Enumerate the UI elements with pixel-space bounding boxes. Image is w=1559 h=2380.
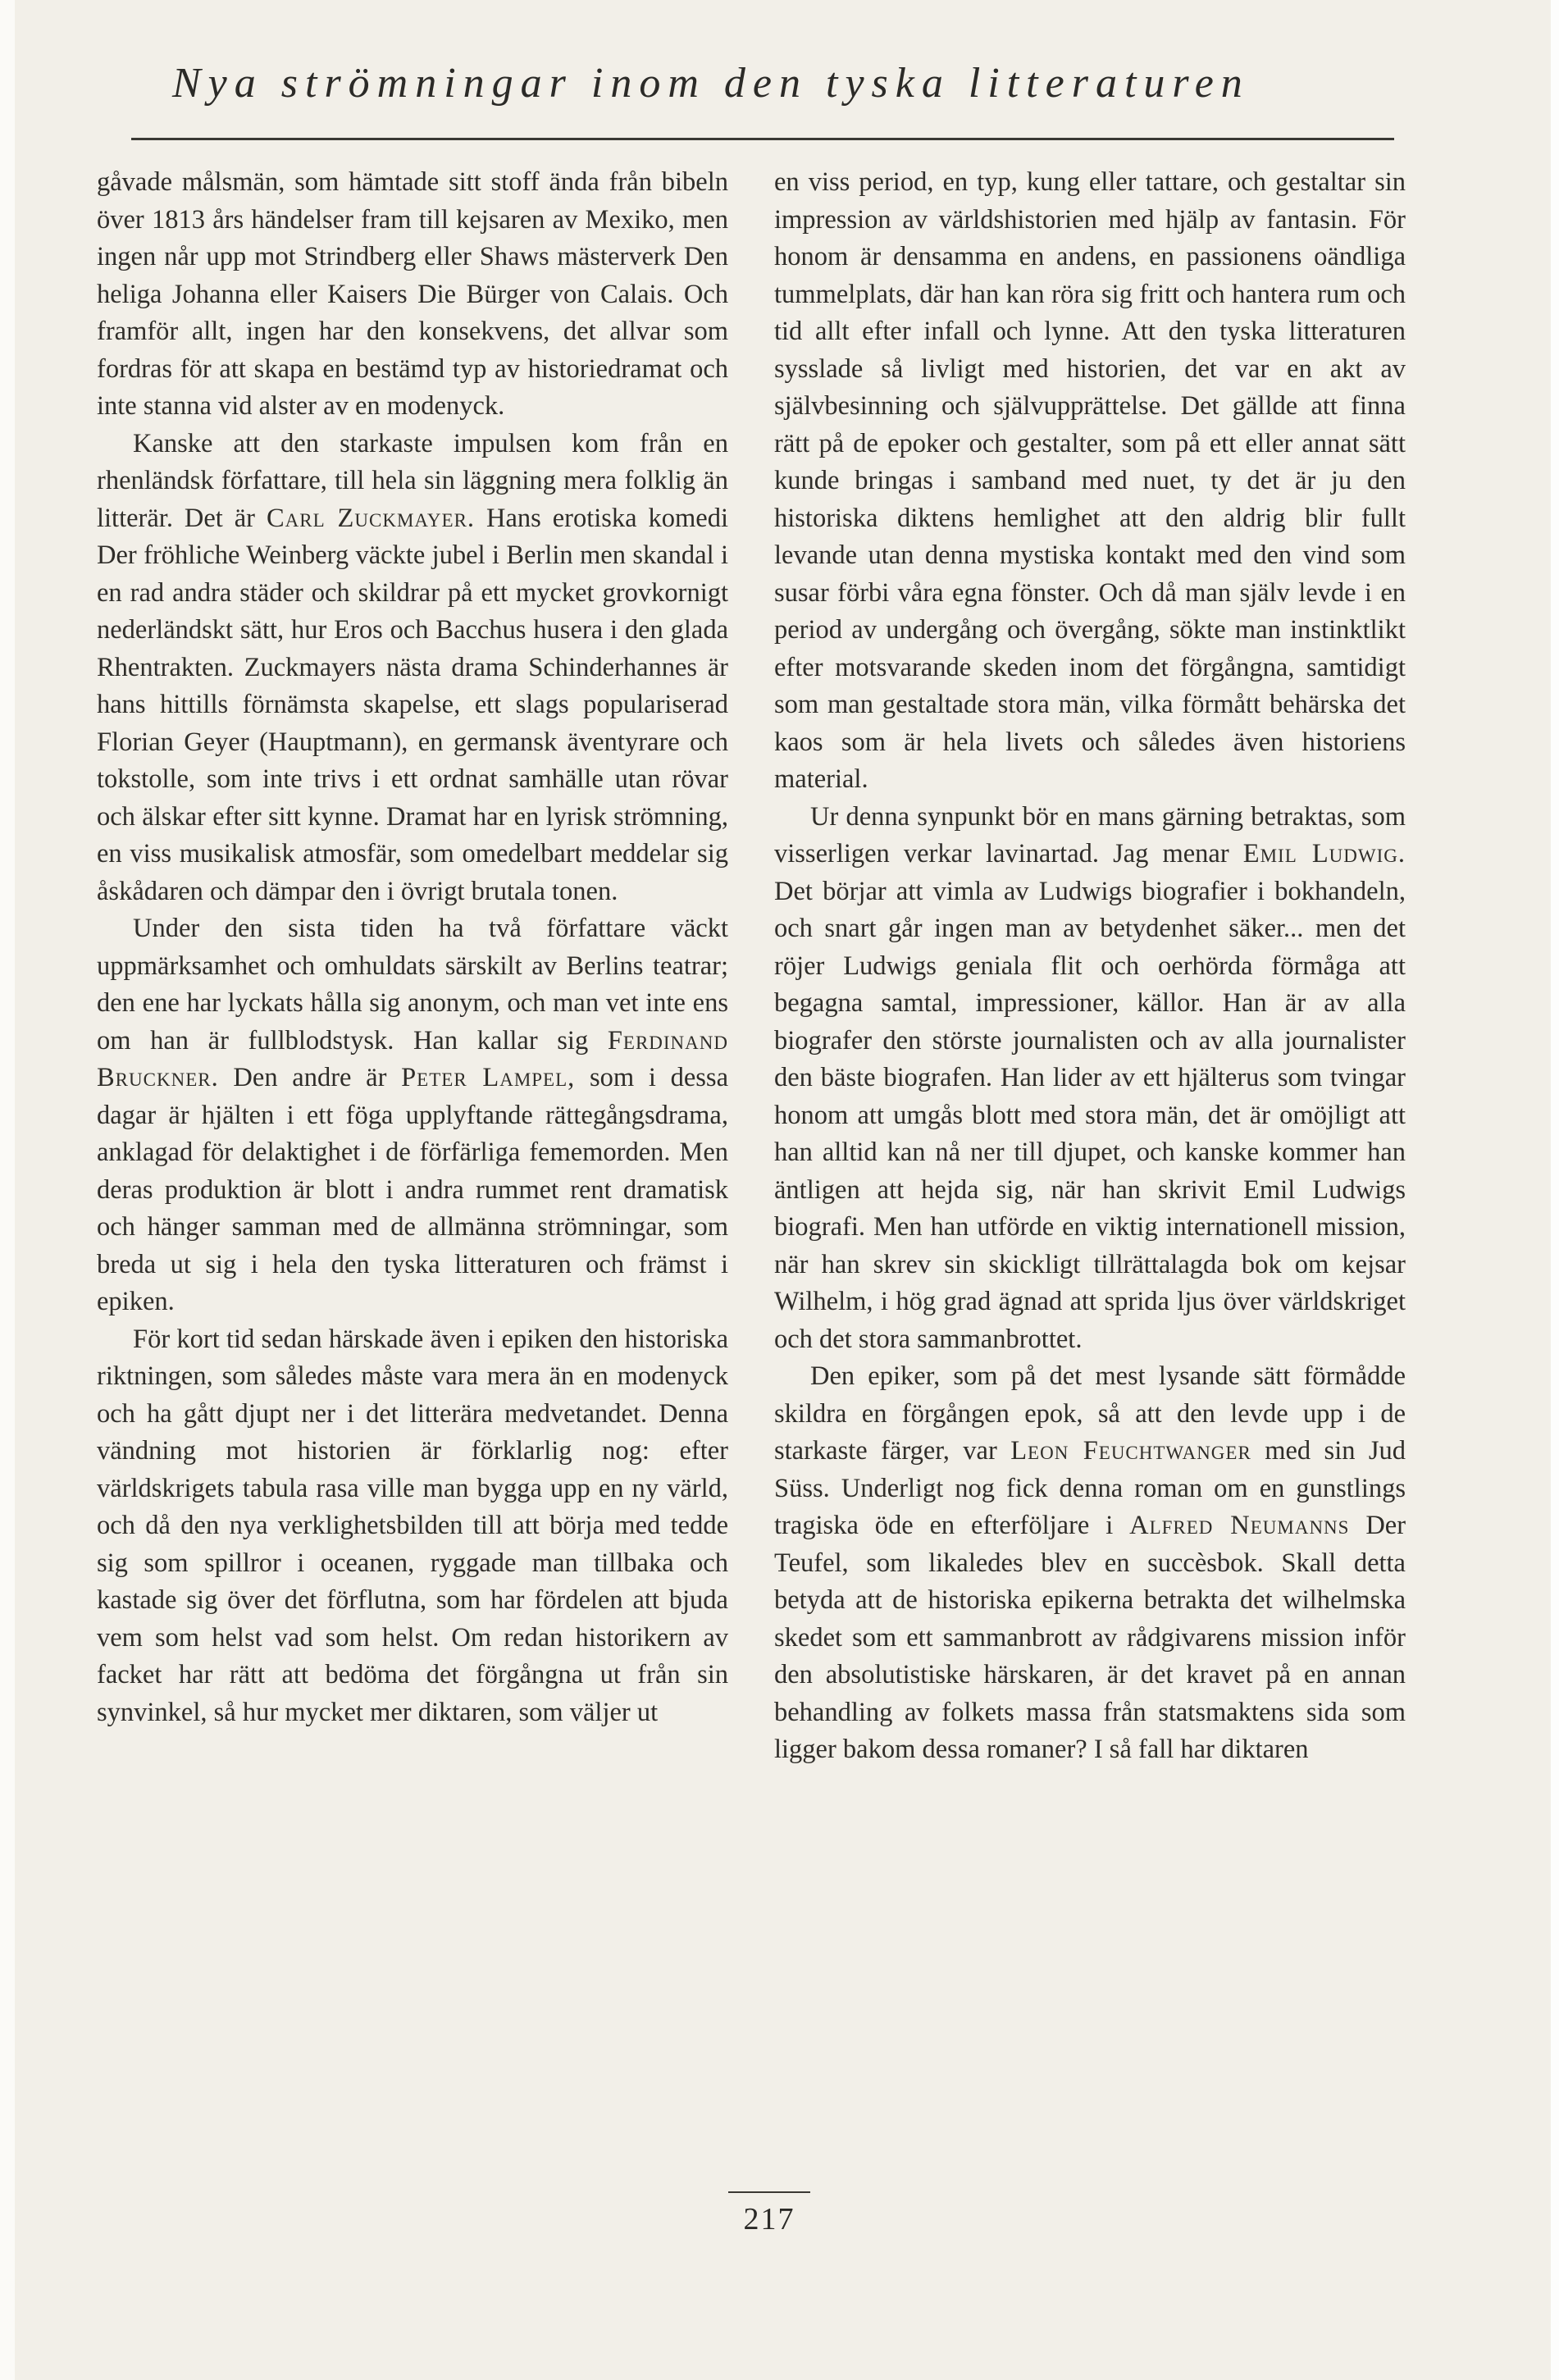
paragraph-text: Den epiker, som på det mest lysande sätt förmådde skildra en förgången epok, så att den levde upp i de starkaste färger, var — [774, 1361, 1406, 1466]
page-number-rule — [728, 2191, 810, 2193]
header-rule — [131, 138, 1394, 140]
paragraph-text: som i dessa dagar är hjälten i ett föga upplyftande rättegångsdrama, anklagad för delaktighet i de förfärliga fememorden. Men deras produktion är blott i andra rummet rent dramatisk och hänger samman med de allmänna strömningar, som breda ut sig i hela den tyska litteraturen och främst i epiken. — [97, 1063, 729, 1316]
paragraph — [97, 1321, 728, 1732]
page-edge-left — [0, 0, 15, 2380]
paragraph — [774, 799, 1406, 1359]
page-edge-right — [1551, 0, 1559, 2380]
paragraph — [97, 164, 728, 426]
author-name-neumann: Alfred Neumanns — [1129, 1511, 1350, 1540]
paragraph-text: en viss period, en typ, kung eller tattare, och gestaltar sin impression av världshistorien med hjälp av fantasin. För honom är densamma en andens, en passionens oändliga tummelplats, där han kan röra sig fritt och hantera rum och tid allt efter infall och lynne. Att den tyska litteraturen sysslade så livligt med historien, det var en akt av självbesinning och självupprättelse. Det gällde att finna rätt på de epoker och gestalter, som på ett eller annat sätt kunde bringas i samband med nuet, ty det är ju den historiska diktens hemlighet att den aldrig blir fullt levande utan denna mystiska kontakt med den vind som susar förbi våra egna fönster. Och då man själv levde i en period av undergång och övergång, sökte man instinktlikt efter motsvarande skeden inom det förgångna, samtidigt som man gestaltade stora män, vilka förmått behärska det kaos som är hela livets och således även historiens material. — [774, 167, 1406, 794]
left-text-column — [97, 164, 728, 1731]
author-name-bruckner: Ferdinand Bruckner. — [97, 1025, 729, 1092]
author-name-ludwig: Emil Ludwig. — [1242, 839, 1406, 869]
paragraph-text: Der Teufel, som likaledes blev en succèsbok. Skall detta betyda att de historiska epikerna betrakta det wilhelmska skedet som ett sammanbrott av rådgivarens mission inför den absolutistiske härskaren, är det kravet på en annan behandling av folkets massa från statsmaktens sida som ligger bakom dessa romaner? I så fall har diktaren — [774, 1511, 1406, 1764]
paragraph-text: med sin Jud Süss. Underligt nog fick denna roman om en gunstlings tragiska öde en efterföljare i — [774, 1436, 1406, 1540]
paragraph-text: För kort tid sedan härskade även i epiken den historiska riktningen, som således måste vara mera än en modenyck och ha gått djupt ner i det litterära medvetandet. Denna vändning mot historien är förklarlig nog: efter världskrigets tabula rasa ville man bygga upp en ny värld, och då den nya verklighetsbilden till att börja med tedde sig som spillror i oceanen, ryggade man tillbaka och kastade sig över det förflutna, som har fördelen att bjuda vem som helst vad som helst. Om redan historikern av facket har rätt att bedöma det förgångna ut från sin synvinkel, så hur mycket mer diktaren, som väljer ut — [97, 1324, 728, 1727]
page-number: 217 — [743, 2202, 795, 2236]
paragraph — [97, 910, 728, 1321]
paragraph — [774, 1358, 1406, 1769]
paragraph-text: Det börjar att vimla av Ludwigs biografier i bokhandeln, och snart går ingen man av betydenhet säker... men det röjer Ludwigs geniala flit och oerhörda förmåga att begagna samtal, impressioner, källor. Han är av alla biografer den störste journalisten och av alla journalister den bäste biografen. Han lider av ett hjälterus som tvingar honom att umgås blott med stora män, det är omöjligt att han alltid kan nå ner till djupet, och kanske kommer han äntligen att hejda sig, när han skrivit Emil Ludwigs biografi. Men han utförde en viktig internationell mission, när han skrev sin skickligt tillrättalagda bok om kejsar Wilhelm, i hög grad ägnad att sprida ljus över världskriget och det stora sammanbrottet. — [774, 876, 1406, 1354]
paragraph — [774, 164, 1406, 799]
paragraph-text: Den andre är — [233, 1063, 387, 1092]
paragraph-text: Under den sista tiden ha två författare väckt uppmärksamhet och omhuldats särskilt av Berlins teatrar; den ene har lyckats hålla sig anonym, och man vet inte ens om han är fullblodstysk. Han kallar sig — [97, 914, 728, 1055]
paragraph-text: gåvade målsmän, som hämtade sitt stoff ända från bibeln över 1813 års händelser fram till kejsaren av Mexiko, men ingen når upp mot Strindberg eller Shaws mästerverk Den heliga Johanna eller Kaisers Die Bürger von Calais. Och framför allt, ingen har den konsekvens, det allvar som fordras för att skapa en bestämd typ av historiedramat och inte stanna vid alster av en modenyck. — [97, 167, 728, 421]
author-name-zuckmayer: Carl Zuckmayer. — [266, 503, 476, 533]
paragraph-text: Hans erotiska komedi Der fröhliche Weinberg väckte jubel i Berlin men skandal i en rad andra städer och skildrar på ett mycket grovkornigt nederländskt sätt, hur Eros och Bacchus husera i den glada Rhentrakten. Zuckmayers nästa drama Schinderhannes är hans hittills förnämsta skapelse, ett slags populariserad Florian Geyer (Hauptmann), en germansk äventyrare och tokstolle, som inte trivs i ett ordnat samhälle utan rövar och älskar efter sitt kynne. Dramat har en lyrisk strömning, en viss musikalisk atmosfär, som omedelbart meddelar sig åskådaren och dämpar den i övrigt brutala tonen. — [97, 503, 729, 906]
paragraph-text: Kanske att den starkaste impulsen kom från en rhenländsk författare, till hela sin läggning mera folklig än litterär. Det är — [97, 428, 728, 533]
paragraph-text: Ur denna synpunkt bör en mans gärning betraktas, som visserligen verkar lavinartad. Jag menar — [774, 801, 1406, 869]
author-name-lampel: Peter Lampel, — [401, 1063, 576, 1092]
paragraph — [97, 426, 728, 911]
author-name-feuchtwanger: Leon Feuchtwanger — [1010, 1436, 1251, 1466]
running-header-title: Nya strömningar inom den tyska litteraturen — [172, 60, 1250, 107]
right-text-column — [774, 164, 1406, 1769]
